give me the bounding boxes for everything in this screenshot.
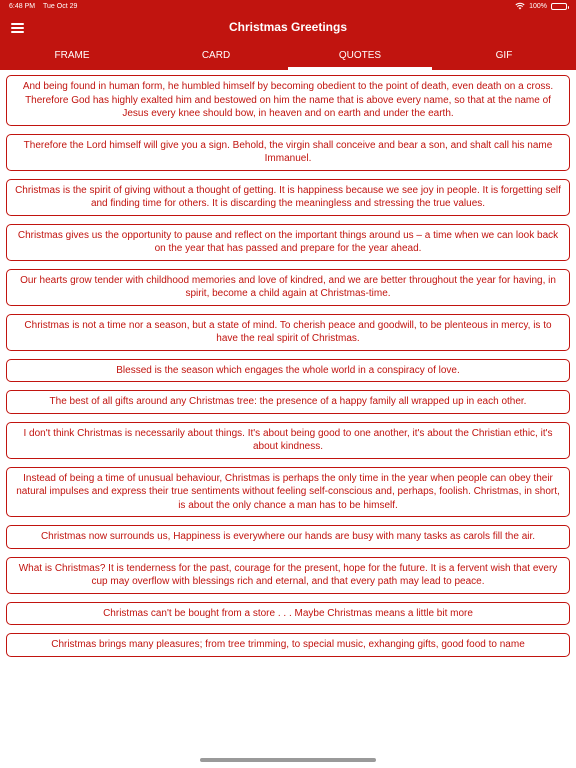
battery-icon — [551, 3, 567, 10]
status-time: 6:48 PM — [9, 3, 36, 10]
tab-card[interactable]: CARD — [201, 50, 231, 61]
status-bar — [0, 0, 576, 14]
quote-card[interactable]: Christmas now surrounds us, Happiness is everywhere our hands are busy with many tasks as carols fill the air. — [6, 525, 570, 549]
tab-bar — [0, 44, 576, 70]
page-title: Christmas Greetings — [228, 20, 348, 34]
quote-card[interactable]: Instead of being a time of unusual behaviour, Christmas is perhaps the only time in the year when people can obey their natural impulses and express their true sentiments without feeling self-conscious and, perhaps, foolish. Christmas, in short, is about the only chance a man has to be himself. — [6, 467, 570, 518]
quote-card[interactable]: Blessed is the season which engages the whole world in a conspiracy of love. — [6, 359, 570, 383]
home-indicator[interactable] — [200, 758, 376, 762]
tab-quotes[interactable]: QUOTES — [288, 44, 432, 70]
app-header — [0, 0, 576, 70]
quote-card[interactable]: And being found in human form, he humbled himself by becoming obedient to the point of death, even death on a cross. Therefore God has highly exalted him and bestowed on him the name that is above every name, so that at the name of Jesus every knee should bow, in heaven and on earth and under the earth. — [6, 75, 570, 126]
quote-card[interactable]: Christmas brings many pleasures; from tree trimming, to special music, exhanging gifts, good food to name — [6, 633, 570, 657]
status-date: Tue Oct 29 — [43, 3, 78, 10]
tab-gif[interactable]: GIF — [495, 50, 513, 61]
quote-card[interactable]: Our hearts grow tender with childhood memories and love of kindred, and we are better throughout the year for having, in spirit, become a child again at Christmas-time. — [6, 269, 570, 306]
tab-frame[interactable]: FRAME — [54, 50, 90, 61]
quotes-list[interactable] — [0, 70, 576, 730]
wifi-icon — [515, 2, 525, 10]
quote-card[interactable]: Christmas is the spirit of giving without a thought of getting. It is happiness because we see joy in people. It is forgetting self and finding time for others. It is discarding the meaningless and stressing the true values. — [6, 179, 570, 216]
quote-card[interactable]: Christmas gives us the opportunity to pause and reflect on the important things around us – a time when we can look back on the year that has passed and prepare for the year ahead. — [6, 224, 570, 261]
quote-card[interactable]: Christmas is not a time nor a season, but a state of mind. To cherish peace and goodwill, to be plenteous in mercy, is to have the real spirit of Christmas. — [6, 314, 570, 351]
quote-card[interactable]: What is Christmas? It is tenderness for the past, courage for the present, hope for the future. It is a fervent wish that every cup may overflow with blessings rich and eternal, and that every path may lead to peace. — [6, 557, 570, 594]
quote-card[interactable]: Christmas can't be bought from a store . . . Maybe Christmas means a little bit more — [6, 602, 570, 626]
quote-card[interactable]: I don't think Christmas is necessarily about things. It's about being good to one another, it's about the Christian ethic, it's about kindness. — [6, 422, 570, 459]
quote-card[interactable]: Therefore the Lord himself will give you a sign. Behold, the virgin shall conceive and bear a son, and shalt call his name Immanuel. — [6, 134, 570, 171]
status-right — [515, 2, 567, 10]
quote-card[interactable]: The best of all gifts around any Christmas tree: the presence of a happy family all wrapped up in each other. — [6, 390, 570, 414]
battery-percent: 100% — [529, 2, 547, 10]
